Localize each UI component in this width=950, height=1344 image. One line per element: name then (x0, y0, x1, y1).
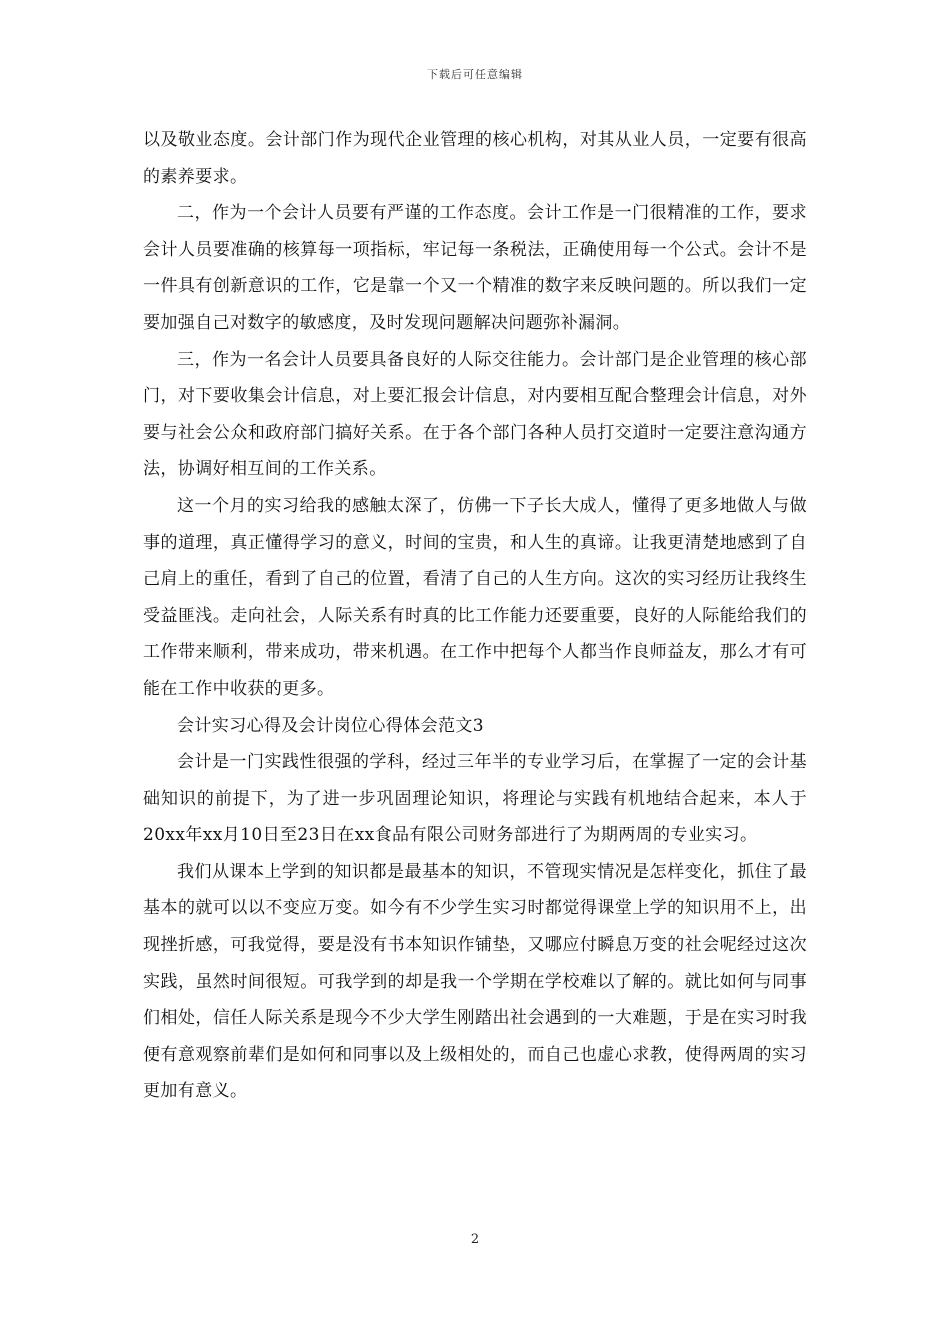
paragraph-continuation: 以及敬业态度。会计部门作为现代企业管理的核心机构，对其从业人员，一定要有很高的素养要求。 (143, 130, 807, 187)
page-number: 2 (470, 1232, 480, 1247)
section-title: 会计实习心得及会计岗位心得体会范文3 (177, 715, 485, 736)
paragraph-point-two: 二，作为一个会计人员要有严谨的工作态度。会计工作是一门很精准的工作，要求会计人员要准确的核算每一项指标，牢记每一条税法，正确使用每一个公式。会计不是一件具有创新意识的工作，它是靠一个又一个精准的数字来反映问题的。所以我们一定要加强自己对数字的敏感度，及时发现问题解决问题弥补漏洞。 (143, 203, 807, 333)
paragraph-point-three: 三，作为一名会计人员要具备良好的人际交往能力。会计部门是企业管理的核心部门，对下要收集会计信息，对上要汇报会计信息，对内要相互配合整理会计信息，对外要与社会公众和政府部门搞好关系。在于各个部门各种人员打交道时一定要注意沟通方法，协调好相互间的工作关系。 (143, 349, 807, 480)
document-body (143, 122, 807, 1110)
paragraph-experience: 我们从课本上学到的知识都是最基本的知识，不管现实情况是怎样变化，抓住了最基本的就可以以不变应万变。如今有不少学生实习时都觉得课堂上学的知识用不上，出现挫折感，可我觉得，要是没有书本知识作铺垫，又哪应付瞬息万变的社会呢经过这次实践，虽然时间很短。可我学到的却是我一个学期在学校难以了解的。就比如何与同事们相处，信任人际关系是现今不少大学生刚踏出社会遇到的一大难题，于是在实习时我便有意观察前辈们是如何和同事以及上级相处的，而自己也虚心求教，使得两周的实习更加有意义。 (143, 861, 807, 1102)
paragraph-intro: 会计是一门实践性很强的学科，经过三年半的专业学习后，在掌握了一定的会计基础知识的前提下，为了进一步巩固理论知识，将理论与实践有机地结合起来，本人于20xx年xx月10日至23日在xx食品有限公司财务部进行了为期两周的专业实习。 (143, 752, 807, 846)
paragraph-reflection: 这一个月的实习给我的感触太深了，仿佛一下子长大成人，懂得了更多地做人与做事的道理，真正懂得学习的意义，时间的宝贵，和人生的真谛。让我更清楚地感到了自己肩上的重任，看到了自己的位置，看清了自己的人生方向。这次的实习经历让我终生受益匪浅。走向社会，人际关系有时真的比工作能力还要重要，良好的人际能给我们的工作带来顺利，带来成功，带来机遇。在工作中把每个人都当作良师益友，那么才有可能在工作中收获的更多。 (143, 495, 807, 699)
page-header: 下载后可任意编辑 (427, 68, 523, 81)
